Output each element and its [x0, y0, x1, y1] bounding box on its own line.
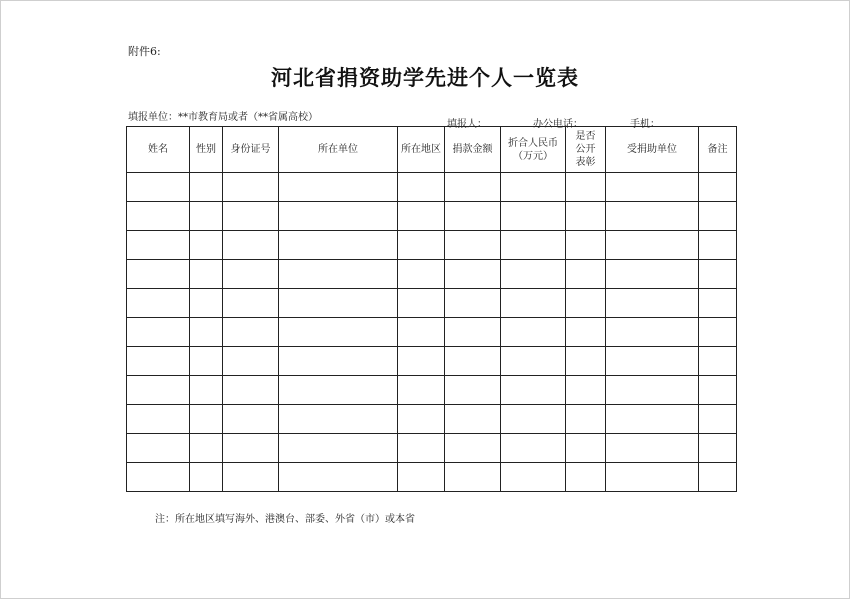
- table-row: [127, 405, 737, 434]
- mobile-label: 手机：: [630, 119, 660, 130]
- table-cell: [279, 173, 398, 202]
- table-row: [127, 231, 737, 260]
- individuals-table: [126, 126, 737, 492]
- table-cell: [190, 289, 223, 318]
- table-cell: [127, 260, 190, 289]
- table-cell: [606, 347, 699, 376]
- table-cell: [566, 202, 606, 231]
- table-cell: [127, 289, 190, 318]
- table-cell: [398, 405, 445, 434]
- table-cell: [501, 463, 566, 492]
- table-cell: [501, 347, 566, 376]
- table-cell: [279, 347, 398, 376]
- table-cell: [127, 347, 190, 376]
- table-cell: [501, 260, 566, 289]
- table-cell: [501, 289, 566, 318]
- table-cell: [606, 463, 699, 492]
- table-cell: [223, 347, 279, 376]
- table-row: [127, 434, 737, 463]
- table-row: [127, 463, 737, 492]
- table-cell: [279, 318, 398, 347]
- table-row: [127, 376, 737, 405]
- table-cell: [223, 463, 279, 492]
- table-cell: [566, 405, 606, 434]
- attachment-label: 附件6:: [128, 45, 161, 58]
- table-cell: [566, 231, 606, 260]
- table-cell: [501, 231, 566, 260]
- table-cell: [445, 376, 501, 405]
- table-cell: [223, 231, 279, 260]
- header-row: [127, 127, 737, 173]
- table-cell: [223, 173, 279, 202]
- table-cell: [190, 202, 223, 231]
- header-id-number: 身份证号: [223, 127, 279, 173]
- filler-label: 填报人：: [447, 119, 487, 130]
- table-cell: [699, 231, 737, 260]
- table-cell: [223, 260, 279, 289]
- table-cell: [127, 405, 190, 434]
- table-cell: [445, 405, 501, 434]
- page-title: 河北省捐资助学先进个人一览表: [271, 66, 579, 90]
- table-cell: [566, 318, 606, 347]
- header-public-commendation: 是否公开表彰: [566, 127, 606, 173]
- table-cell: [445, 463, 501, 492]
- table-cell: [223, 376, 279, 405]
- table-cell: [699, 289, 737, 318]
- table-body: [127, 173, 737, 492]
- table-cell: [501, 173, 566, 202]
- fill-unit-label: 填报单位：**市教育局或者（**省属高校）: [128, 112, 318, 123]
- table-cell: [699, 405, 737, 434]
- table-cell: [566, 260, 606, 289]
- table-cell: [190, 347, 223, 376]
- table-cell: [398, 463, 445, 492]
- footnote: 注：所在地区填写海外、港澳台、部委、外省（市）或本省: [155, 514, 415, 525]
- table-cell: [398, 318, 445, 347]
- table-cell: [699, 202, 737, 231]
- table-cell: [566, 434, 606, 463]
- table-row: [127, 173, 737, 202]
- table-cell: [279, 231, 398, 260]
- table-cell: [566, 376, 606, 405]
- table-cell: [279, 202, 398, 231]
- table-cell: [398, 231, 445, 260]
- header-donation-amount: 捐款金额: [445, 127, 501, 173]
- table-cell: [566, 463, 606, 492]
- header-name: 姓名: [127, 127, 190, 173]
- table-cell: [445, 231, 501, 260]
- table-row: [127, 202, 737, 231]
- table-cell: [398, 347, 445, 376]
- header-gender: 性别: [190, 127, 223, 173]
- table-cell: [501, 434, 566, 463]
- table-cell: [398, 376, 445, 405]
- table-cell: [699, 376, 737, 405]
- table-cell: [606, 202, 699, 231]
- table-cell: [190, 231, 223, 260]
- table-cell: [279, 463, 398, 492]
- table-row: [127, 260, 737, 289]
- table-cell: [223, 289, 279, 318]
- table-cell: [566, 173, 606, 202]
- table-cell: [279, 434, 398, 463]
- table-cell: [501, 376, 566, 405]
- header-rmb-equivalent: 折合人民币（万元）: [501, 127, 566, 173]
- table-cell: [398, 173, 445, 202]
- table-cell: [445, 318, 501, 347]
- table-cell: [445, 202, 501, 231]
- table-cell: [190, 173, 223, 202]
- table-row: [127, 289, 737, 318]
- table-cell: [501, 405, 566, 434]
- table-cell: [398, 202, 445, 231]
- table-row: [127, 347, 737, 376]
- table-cell: [398, 289, 445, 318]
- table-cell: [445, 434, 501, 463]
- table-cell: [699, 347, 737, 376]
- table-cell: [606, 318, 699, 347]
- table-cell: [445, 260, 501, 289]
- table-cell: [279, 289, 398, 318]
- table-cell: [699, 434, 737, 463]
- table-cell: [127, 318, 190, 347]
- table-cell: [606, 289, 699, 318]
- table-cell: [606, 173, 699, 202]
- table-cell: [606, 260, 699, 289]
- table-cell: [279, 260, 398, 289]
- table-cell: [699, 318, 737, 347]
- table-cell: [566, 347, 606, 376]
- table-cell: [127, 202, 190, 231]
- header-remarks: 备注: [699, 127, 737, 173]
- table-cell: [606, 231, 699, 260]
- table-cell: [279, 405, 398, 434]
- table-cell: [445, 289, 501, 318]
- table-cell: [606, 434, 699, 463]
- table-cell: [127, 376, 190, 405]
- table-cell: [398, 434, 445, 463]
- table-cell: [606, 376, 699, 405]
- table-cell: [127, 231, 190, 260]
- table-row: [127, 318, 737, 347]
- table-cell: [398, 260, 445, 289]
- table-cell: [223, 202, 279, 231]
- table-cell: [223, 405, 279, 434]
- table-cell: [566, 289, 606, 318]
- header-recipient-unit: 受捐助单位: [606, 127, 699, 173]
- table-cell: [445, 347, 501, 376]
- header-employer: 所在单位: [279, 127, 398, 173]
- table-cell: [223, 318, 279, 347]
- office-phone-label: 办公电话：: [533, 119, 583, 130]
- table-cell: [279, 376, 398, 405]
- header-region: 所在地区: [398, 127, 445, 173]
- table-cell: [606, 405, 699, 434]
- table-cell: [501, 202, 566, 231]
- table-cell: [190, 260, 223, 289]
- table-cell: [190, 405, 223, 434]
- table-cell: [190, 376, 223, 405]
- table-cell: [127, 463, 190, 492]
- table-cell: [127, 434, 190, 463]
- table-cell: [190, 434, 223, 463]
- table-cell: [127, 173, 190, 202]
- table-cell: [501, 318, 566, 347]
- table-cell: [699, 173, 737, 202]
- table-cell: [445, 173, 501, 202]
- table-cell: [223, 434, 279, 463]
- table-cell: [699, 260, 737, 289]
- table-cell: [190, 318, 223, 347]
- table-cell: [699, 463, 737, 492]
- table-cell: [190, 463, 223, 492]
